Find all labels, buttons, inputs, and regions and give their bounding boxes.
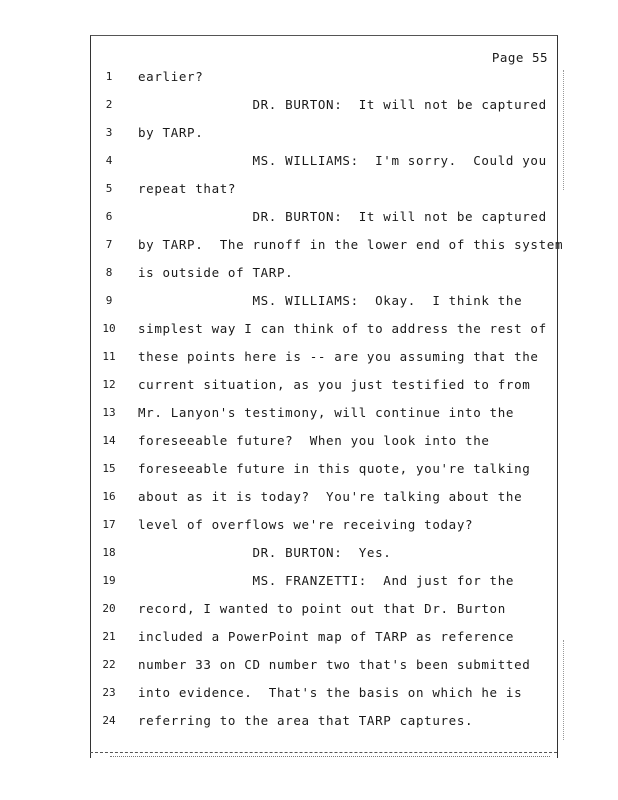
line-number: 3 xyxy=(105,126,113,139)
transcript-line xyxy=(0,69,618,89)
line-number: 16 xyxy=(102,490,116,503)
transcript-line xyxy=(0,293,618,313)
line-number: 14 xyxy=(102,434,116,447)
line-number: 7 xyxy=(105,238,113,251)
transcript-line xyxy=(0,629,618,649)
line-text: included a PowerPoint map of TARP as reference xyxy=(138,629,515,644)
transcript-line xyxy=(0,97,618,117)
line-number: 19 xyxy=(102,574,116,587)
line-number: 18 xyxy=(102,546,116,559)
transcript-line xyxy=(0,349,618,369)
transcript-line xyxy=(0,685,618,705)
transcript-line xyxy=(0,125,618,145)
line-number: 9 xyxy=(105,294,113,307)
line-text: DR. BURTON: It will not be captured xyxy=(138,97,547,112)
line-text: DR. BURTON: Yes. xyxy=(138,545,392,560)
line-number: 23 xyxy=(102,686,116,699)
transcript-line xyxy=(0,545,618,565)
line-number: 13 xyxy=(102,406,116,419)
transcript-line xyxy=(0,321,618,341)
line-number: 20 xyxy=(102,602,116,615)
transcript-line xyxy=(0,713,618,733)
transcript-line xyxy=(0,181,618,201)
transcript-line xyxy=(0,601,618,621)
line-text: into evidence. That's the basis on which he is xyxy=(138,685,523,700)
line-text: earlier? xyxy=(138,69,204,84)
line-text: by TARP. The runoff in the lower end of this system xyxy=(138,237,564,252)
bottom-border xyxy=(90,752,557,753)
line-number: 17 xyxy=(102,518,116,531)
transcript-line xyxy=(0,657,618,677)
line-text: foreseeable future? When you look into the xyxy=(138,433,490,448)
line-number: 21 xyxy=(102,630,116,643)
line-text: record, I wanted to point out that Dr. Burton xyxy=(138,601,506,616)
page-number: Page 55 xyxy=(491,50,548,65)
transcript-line xyxy=(0,573,618,593)
transcript-line xyxy=(0,461,618,481)
line-text: is outside of TARP. xyxy=(138,265,294,280)
line-number: 24 xyxy=(102,714,116,727)
line-number: 1 xyxy=(105,70,113,83)
line-text: MS. FRANZETTI: And just for the xyxy=(138,573,515,588)
line-number: 6 xyxy=(105,210,113,223)
line-number: 2 xyxy=(105,98,113,111)
transcript-line xyxy=(0,433,618,453)
line-number: 15 xyxy=(102,462,116,475)
line-text: repeat that? xyxy=(138,181,237,196)
line-text: Mr. Lanyon's testimony, will continue into the xyxy=(138,405,515,420)
line-number: 12 xyxy=(102,378,116,391)
line-number: 4 xyxy=(105,154,113,167)
line-text: by TARP. xyxy=(138,125,204,140)
transcript-line xyxy=(0,209,618,229)
line-text: MS. WILLIAMS: Okay. I think the xyxy=(138,293,523,308)
line-text: level of overflows we're receiving today? xyxy=(138,517,474,532)
line-text: number 33 on CD number two that's been submitted xyxy=(138,657,531,672)
transcript-line xyxy=(0,489,618,509)
line-text: DR. BURTON: It will not be captured xyxy=(138,209,547,224)
line-number: 5 xyxy=(105,182,113,195)
line-text: referring to the area that TARP captures. xyxy=(138,713,474,728)
line-text: current situation, as you just testified to from xyxy=(138,377,531,392)
line-text: foreseeable future in this quote, you're talking xyxy=(138,461,531,476)
line-text: simplest way I can think of to address the rest of xyxy=(138,321,547,336)
transcript-line xyxy=(0,405,618,425)
line-text: MS. WILLIAMS: I'm sorry. Could you xyxy=(138,153,547,168)
line-text: about as it is today? You're talking about the xyxy=(138,489,523,504)
transcript-line xyxy=(0,265,618,285)
transcript-line xyxy=(0,517,618,537)
line-number: 10 xyxy=(102,322,116,335)
line-number: 22 xyxy=(102,658,116,671)
transcript-line xyxy=(0,153,618,173)
line-number: 8 xyxy=(105,266,113,279)
line-text: these points here is -- are you assuming that the xyxy=(138,349,539,364)
line-number: 11 xyxy=(102,350,116,363)
transcript-line xyxy=(0,377,618,397)
transcript-line xyxy=(0,237,618,257)
footer-rule xyxy=(110,756,550,757)
